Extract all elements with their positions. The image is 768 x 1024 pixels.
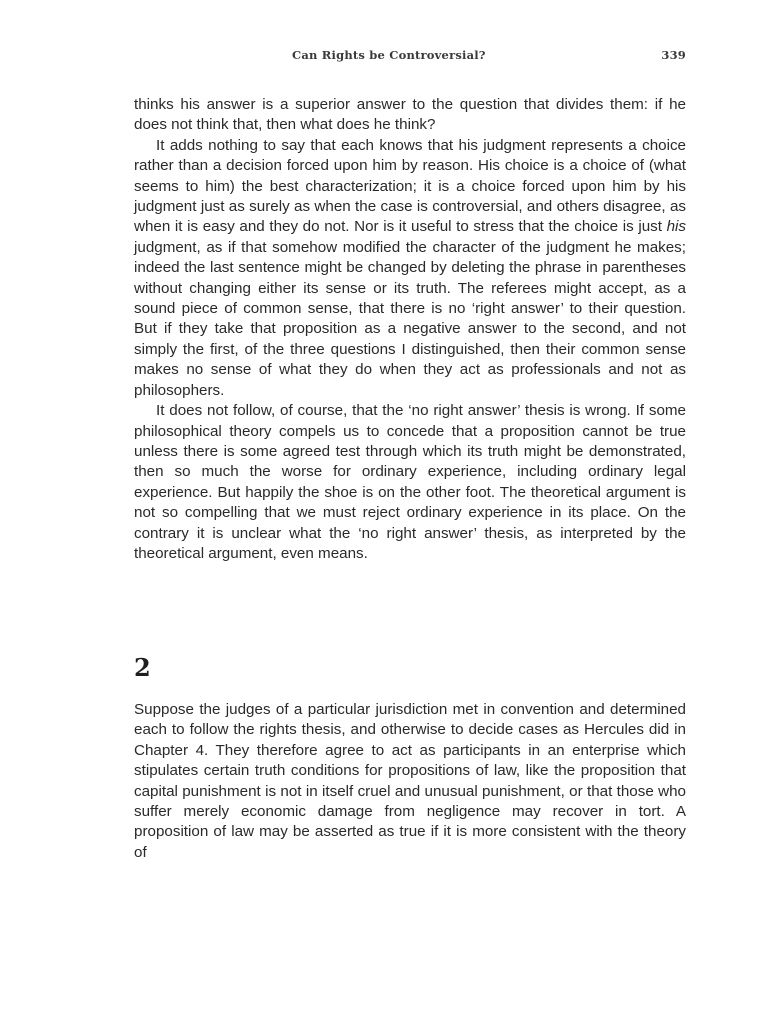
paragraph-text: Suppose the judges of a particular jurisdiction met in convention and determined each to follow the rights thesis, and otherwise to decide cases as Hercules did in Chapter 4. They therefore agree to act as participants in an enterprise which stipulates certain truth conditions for propositions of law, like the proposition that capital punishment is not in itself cruel and unusual punishment, or that those who suffer merely economic damage from negligence may recover in tort. A proposition of law may be asserted as true if it is more consistent with the theory of — [134, 701, 686, 861]
running-header — [134, 48, 686, 66]
paragraph-text: It adds nothing to say that each knows that his judgment represents a choice rather than a decision forced upon him by reason. His choice is a choice of (what seems to him) the best characterization; it is a choice forced upon him by his judgment just as surely as when the case is controversial, and others disagree, as when it is easy and they do not. Nor is it useful to stress that the choice is just — [134, 136, 686, 236]
paragraph-continuation — [134, 95, 686, 136]
paragraph-text: It does not follow, of course, that the ‘no right answer’ thesis is wrong. If some philosophical theory compels us to concede that a proposition cannot be true unless there is some agreed test through which its truth might be demonstrated, then so much the worse for ordinary experience, including ordinary legal experience. But happily the shoe is on the other foot. The theoretical argument is not so compelling that we must reject ordinary experience in its place. On the contrary it is unclear what the ‘no right answer’ thesis, as interpreted by the theoretical argument, even means. — [134, 402, 686, 562]
paragraph — [134, 700, 686, 863]
paragraph — [134, 136, 686, 401]
paragraph-text: thinks his answer is a superior answer to the question that divides them: if he does not think that, then what does he think? — [134, 96, 686, 134]
paragraph — [134, 401, 686, 564]
body-text-block — [134, 95, 686, 564]
paragraph-text: judgment, as if that somehow modified the character of the judgment he makes; indeed the last sentence might be changed by deleting the phrase in parentheses without changing either its sense or its truth. The referees might accept, as a sound piece of common sense, that there is no ‘right answer’ to their question. But if they take that proposition as a negative answer to the second, and not simply the first, of the three questions I distinguished, then their common sense makes no sense of what they do when they act as professionals and not as philosophers. — [134, 238, 686, 399]
page-number: 339 — [661, 48, 686, 62]
emphasis-word: his — [666, 218, 686, 236]
section-heading-number: 2 — [134, 653, 151, 682]
section-body-text — [134, 700, 686, 863]
running-title: Can Rights be Controversial? — [292, 48, 486, 62]
